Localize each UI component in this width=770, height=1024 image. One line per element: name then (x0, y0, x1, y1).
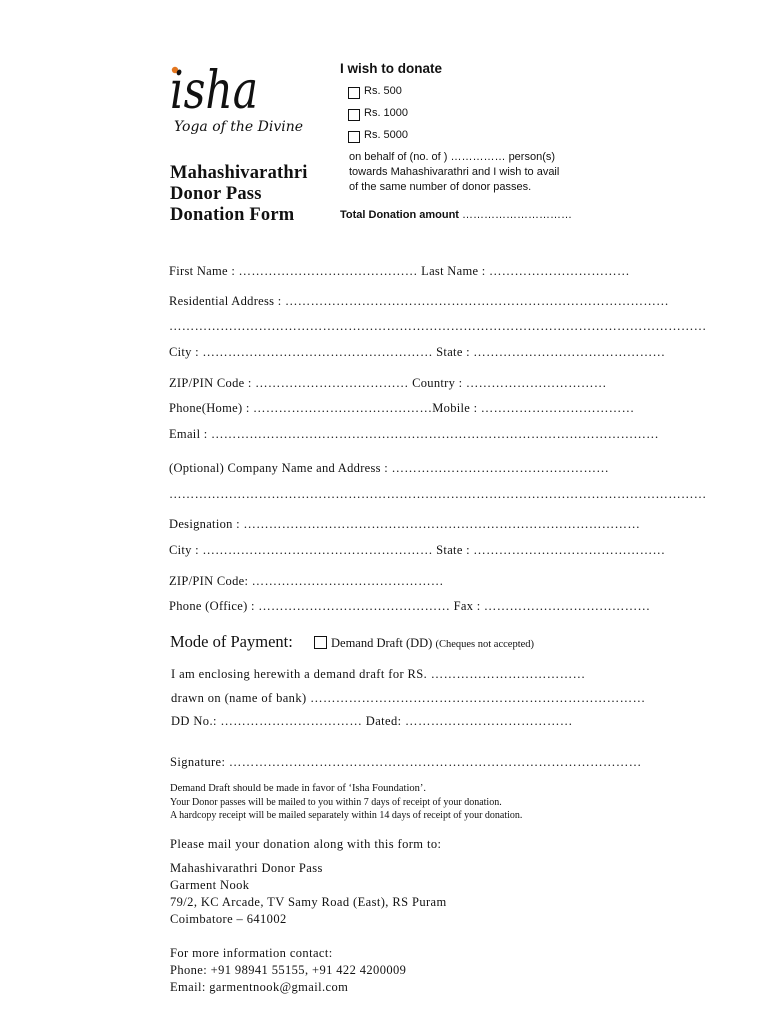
bank-name-line[interactable]: drawn on (name of bank) …………………………………………………………………… (171, 691, 646, 705)
rs500-label: Rs. 500 (364, 85, 402, 97)
signature-line[interactable]: Signature: …………………………………………………………………………………… (170, 755, 642, 769)
contact-email: Email: garmentnook@gmail.com (170, 980, 349, 994)
city-state-line[interactable]: City : ……………………………………………… State : ……………………………………… (169, 345, 666, 359)
logo-wordmark: isha (170, 61, 258, 121)
form-title-line-3: Donation Form (170, 205, 295, 225)
rs1000-checkbox[interactable] (348, 109, 360, 121)
zip-country-line[interactable]: ZIP/PIN Code : ……………………………… Country : …………………………… (169, 376, 607, 390)
behalf-line-1: on behalf of (no. of ) …………… person(s) (349, 151, 556, 163)
mail-address-line-3: 79/2, KC Arcade, TV Samy Road (East), RS Puram (170, 895, 447, 909)
dd-number-date-line[interactable]: DD No.: …………………………… Dated: ………………………………… (171, 714, 573, 728)
donate-heading: I wish to donate (340, 61, 443, 76)
form-title-line-2: Donor Pass (170, 184, 262, 204)
behalf-line-3: of the same number of donor passes. (349, 181, 532, 193)
cheques-note: (Cheques not accepted) (435, 639, 535, 650)
contact-phone: Phone: +91 98941 55155, +91 422 4200009 (170, 963, 407, 977)
contact-heading: For more information contact: (170, 946, 333, 960)
name-field-line[interactable]: First Name : …………………………………… Last Name : …………………………… (169, 264, 630, 278)
form-title-line-1: Mahashivarathri (170, 163, 308, 183)
demand-draft-checkbox[interactable] (314, 636, 327, 649)
rs5000-checkbox[interactable] (348, 131, 360, 143)
dd-favor-note: Demand Draft should be made in favor of ‘Isha Foundation’. (170, 783, 427, 794)
dd-amount-line[interactable]: I am enclosing herewith a demand draft for RS. ……………………………… (171, 667, 586, 681)
residential-address-line-2[interactable]: ……………………………………………………………………………………………………………… (169, 319, 707, 333)
residential-address-line[interactable]: Residential Address : ……………………………………………………………………………… (169, 294, 669, 308)
rs500-checkbox[interactable] (348, 87, 360, 99)
rs1000-label: Rs. 1000 (364, 107, 409, 119)
office-city-state-line[interactable]: City : ……………………………………………… State : ……………………………………… (169, 543, 666, 557)
rs5000-label: Rs. 5000 (364, 129, 409, 141)
total-donation-label: Total Donation amount (340, 209, 459, 221)
designation-line[interactable]: Designation : ………………………………………………………………………………… (169, 517, 641, 531)
demand-draft-option (331, 636, 534, 651)
company-address-line[interactable]: (Optional) Company Name and Address : …………………………………………… (169, 461, 610, 475)
mail-address-line-1: Mahashivarathri Donor Pass (170, 861, 323, 875)
company-address-line-2[interactable]: ……………………………………………………………………………………………………………… (169, 487, 707, 501)
mail-address-line-4: Coimbatore – 641002 (170, 912, 287, 926)
payment-mode-label: Mode of Payment: (170, 632, 293, 651)
total-donation-field[interactable] (340, 209, 572, 221)
mail-heading: Please mail your donation along with this form to: (170, 837, 442, 851)
demand-draft-label: Demand Draft (DD) (331, 636, 433, 650)
email-line[interactable]: Email : …………………………………………………………………………………………… (169, 427, 659, 441)
office-zip-line[interactable]: ZIP/PIN Code: ……………………………………… (169, 574, 444, 588)
receipt-note: A hardcopy receipt will be mailed separately within 14 days of receipt of your donation. (170, 810, 523, 821)
logo-tagline: Yoga of the Divine (174, 119, 304, 135)
pass-mail-note: Your Donor passes will be mailed to you within 7 days of receipt of your donation. (170, 797, 502, 808)
phone-mobile-line[interactable]: Phone(Home) : ……………………………………Mobile : ……………………………… (169, 401, 635, 415)
mail-address-line-2: Garment Nook (170, 878, 250, 892)
behalf-line-2: towards Mahashivarathri and I wish to avail (349, 166, 560, 178)
office-phone-fax-line[interactable]: Phone (Office) : ……………………………………… Fax : ………………………………… (169, 599, 651, 613)
total-donation-dots: ………………………… (458, 209, 573, 221)
